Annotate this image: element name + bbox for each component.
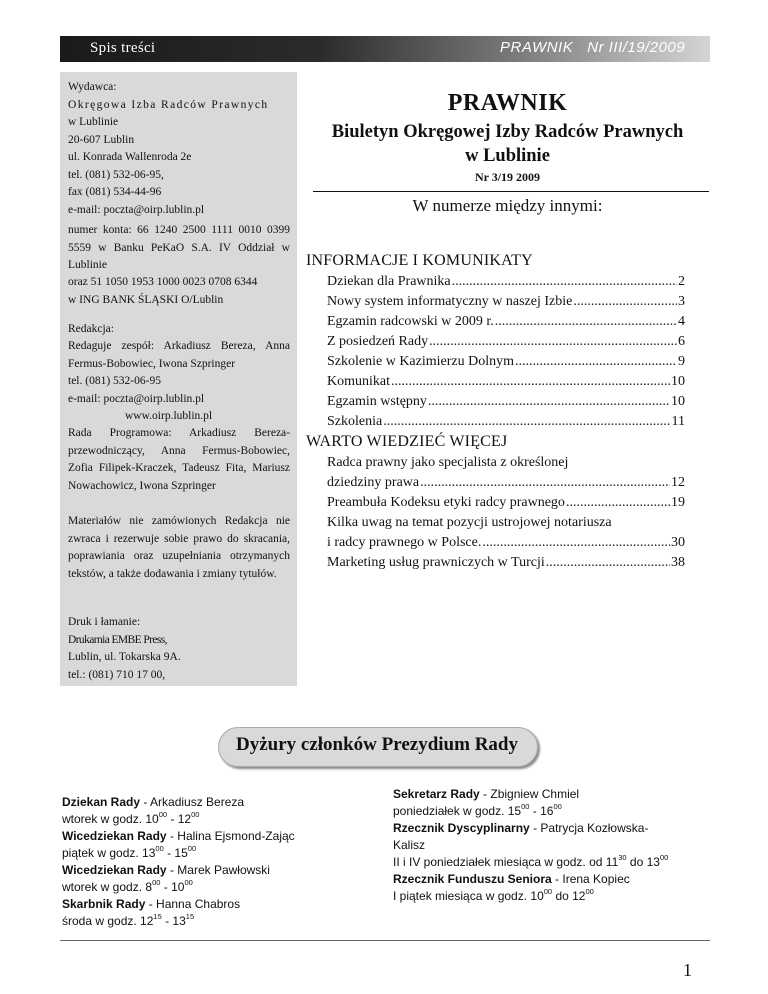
toc-entry-page: 38	[671, 555, 685, 570]
duty-name: - Zbigniew Chmiel	[479, 787, 580, 801]
toc-leader	[495, 312, 677, 332]
duty-person	[393, 871, 668, 888]
subtitle-line-1: Biuletyn Okręgowej Izby Radców Prawnych	[331, 122, 684, 142]
toc-entry-title: Preambuła Kodeksu etyki radcy prawnego	[327, 495, 565, 510]
duty-role: Rzecznik Dyscyplinarny	[393, 821, 530, 835]
phone: tel. (081) 532-06-95,	[68, 168, 164, 181]
toc-entry-title[interactable]: Radca prawny jako specjalista z określonej	[327, 455, 569, 470]
divider	[313, 191, 709, 192]
bank-account: numer konta: 66 1240 2500 1111 0010 0399 5559 w Banku PeKaO S.A. IV Oddział w Lublinie	[68, 224, 290, 271]
email: e-mail: poczta@oirp.lublin.pl	[68, 203, 205, 216]
journal-subtitle	[305, 120, 710, 168]
toc-entry-page: 9	[678, 354, 685, 369]
toc-entry-title: Egzamin wstępny	[327, 394, 427, 409]
toc-entry[interactable]	[327, 392, 685, 412]
toc-entry-title: Dziekan dla Prawnika	[327, 274, 451, 289]
duty-hours: środa w godz. $12^{15} - 13^{15}$	[62, 912, 195, 928]
toc-leader	[573, 292, 677, 312]
toc-entry[interactable]	[327, 553, 685, 573]
toc-leader	[429, 332, 677, 352]
toc-entry-title: Egzamin radcowski w 2009 r.	[327, 314, 494, 329]
publisher-city: w Lublinie	[68, 116, 119, 128]
section-label: Spis treści	[90, 40, 156, 56]
duty-heading: Dyżury członków Prezydium Rady	[236, 734, 518, 755]
duty-role: Rzecznik Funduszu Seniora	[393, 872, 552, 886]
fax: fax (081) 534-44-96	[68, 186, 162, 198]
journal-issue	[500, 39, 685, 56]
journal-name: PRAWNIK	[500, 39, 574, 56]
duty-name-continued: Kalisz	[393, 838, 426, 852]
editorial-label: Redakcja:	[68, 323, 114, 335]
toc-entry[interactable]	[327, 352, 685, 372]
toc-entry-title[interactable]: Kilka uwag na temat pozycji ustrojowej notariusza	[327, 515, 612, 530]
disclaimer-block	[68, 513, 290, 583]
duty-list-right	[393, 786, 668, 905]
duty-role: Sekretarz Rady	[393, 787, 480, 801]
duty-person	[62, 828, 295, 845]
duty-name: - Halina Ejsmond-Zając	[166, 829, 295, 843]
toc-section-heading: INFORMACJE I KOMUNIKATY	[306, 252, 533, 269]
toc-entry-page: 19	[671, 495, 685, 510]
toc-entry[interactable]	[327, 312, 685, 332]
toc-leader	[515, 352, 677, 372]
duty-hours: II i IV poniedziałek miesiąca w godz. od $11^{30}$ do $13^{00}$	[393, 853, 669, 869]
publisher-name: Okręgowa Izba Radców Prawnych	[68, 98, 269, 111]
toc-entry-page: 30	[671, 535, 685, 550]
print-phone: tel.: (081) 710 17 00,	[68, 668, 166, 681]
toc-list	[327, 272, 685, 432]
disclaimer: Materiałów nie zamówionych Redakcja nie zwraca i rezerwuje sobie prawo do skracania, poprawiania oraz uzupełniania otrzymanych tekstów, a także dodawania i zmiany tytułów.	[68, 515, 290, 580]
duty-hours: wtorek w godz. $8^{00} - 10^{00}$	[62, 878, 193, 894]
duty-hours: wtorek w godz. $10^{00} - 12^{00}$	[62, 810, 200, 826]
duty-role: Wicedziekan Rady	[62, 863, 167, 877]
publisher-block	[68, 79, 290, 219]
toc-leader	[428, 392, 670, 412]
editorial-contacts	[68, 373, 290, 426]
editorial-phone: tel. (081) 532-06-95	[68, 375, 161, 387]
page-number: 1	[683, 960, 692, 980]
toc-entry-title: i radcy prawnego w Polsce.	[327, 535, 482, 550]
toc-entry-title: Szkolenia	[327, 414, 383, 429]
bank-account-2-block	[68, 274, 290, 309]
toc-entry[interactable]	[327, 332, 685, 352]
in-this-issue-heading: W numerze między innymi:	[412, 196, 603, 215]
duty-person	[393, 786, 668, 803]
duty-role: Wicedziekan Rady	[62, 829, 167, 843]
duty-person	[62, 862, 295, 879]
editorial-block	[68, 321, 290, 339]
toc-entry-page: 11	[671, 414, 685, 429]
subtitle-line-2: w Lublinie	[465, 146, 550, 166]
street-address: ul. Konrada Wallenroda 2e	[68, 151, 192, 163]
duty-person	[62, 794, 295, 811]
duty-role: Skarbnik Rady	[62, 897, 146, 911]
print-label: Druk i łamanie:	[68, 616, 141, 628]
issue-label: Nr 3/19 2009	[474, 170, 541, 184]
duty-name: - Marek Pawłowski	[166, 863, 270, 877]
toc-entry[interactable]	[327, 372, 685, 392]
duty-hours: I piątek miesiąca w godz. $10^{00}$ do $12^{00}$	[393, 887, 594, 903]
toc-leader	[566, 493, 670, 513]
bank-account-2: oraz 51 1050 1953 1000 0023 0708 6344	[68, 276, 258, 288]
journal-title: PRAWNIK	[447, 90, 568, 116]
toc-leader	[391, 372, 670, 392]
toc-entry[interactable]	[327, 412, 685, 432]
toc-entry-title: Szkolenie w Kazimierzu Dolnym	[327, 354, 515, 369]
toc-entry[interactable]	[327, 272, 685, 292]
print-house: Drukarnia EMBE Press,	[68, 633, 167, 646]
bank-account-block	[68, 222, 290, 275]
editorial-website: www.oirp.lublin.pl	[125, 410, 213, 422]
duty-hours: poniedziałek w godz. $15^{00} - 16^{00}$	[393, 802, 562, 818]
program-council-block	[68, 425, 290, 495]
duty-person	[393, 820, 668, 837]
toc-entry-title: dziedziny prawa	[327, 475, 420, 490]
editorial-email: e-mail: poczta@oirp.lublin.pl	[68, 392, 205, 405]
publisher-label: Wydawca:	[68, 81, 117, 93]
toc-section-heading: WARTO WIEDZIEĆ WIĘCEJ	[306, 433, 508, 450]
editorial-team: Redaguje zespół: Arkadiusz Bereza, Anna Fermus-Bobowiec, Iwona Szpringer	[68, 340, 290, 370]
program-council: Rada Programowa: Arkadiusz Bereza-przewodniczący, Anna Fermus-Bobowiec, Zofia Filipek-Kraczek, Tadeusz Fita, Mariusz Nowachowicz, Iwona Szpringer	[68, 427, 290, 492]
toc-entry-page: 10	[671, 374, 685, 389]
toc-list	[327, 453, 685, 573]
toc-entry[interactable]	[327, 493, 685, 513]
toc-leader	[420, 473, 670, 493]
toc-entry-page: 2	[678, 274, 685, 289]
print-address: Lublin, ul. Tokarska 9A.	[68, 651, 181, 663]
duty-person	[62, 896, 295, 913]
bank-name-2: w ING BANK ŚLĄSKI O/Lublin	[68, 293, 224, 306]
toc-entry-title: Z posiedzeń Rady	[327, 334, 429, 349]
print-block	[68, 614, 290, 684]
toc-entry[interactable]	[327, 473, 685, 493]
toc-entry-page: 6	[678, 334, 685, 349]
toc-leader	[546, 553, 670, 573]
toc-leader	[452, 272, 677, 292]
toc-entry[interactable]	[327, 292, 685, 312]
editorial-team-block	[68, 338, 290, 373]
toc-entry-page: 4	[678, 314, 685, 329]
toc-entry-title: Komunikat	[327, 374, 390, 389]
issue-number: Nr III/19/2009	[587, 39, 686, 56]
duty-name: - Patrycja Kozłowska-	[529, 821, 649, 835]
duty-role: Dziekan Rady	[62, 795, 141, 809]
duty-name: - Hanna Chabros	[145, 897, 241, 911]
duty-hours: piątek w godz. $13^{00} - 15^{00}$	[62, 844, 197, 860]
toc-entry-title: Marketing usług prawniczych w Turcji	[327, 555, 545, 570]
toc-entry[interactable]	[327, 533, 685, 553]
toc-entry-page: 3	[678, 294, 685, 309]
footer-divider	[60, 940, 710, 941]
duty-name: - Arkadiusz Bereza	[140, 795, 245, 809]
toc-leader	[482, 533, 670, 553]
duty-name: - Irena Kopiec	[551, 872, 630, 886]
toc-leader	[383, 412, 670, 432]
toc-entry-page: 12	[671, 475, 685, 490]
toc-entry-page: 10	[671, 394, 685, 409]
toc-entry-title: Nowy system informatyczny w naszej Izbie	[327, 294, 573, 309]
postal-code: 20-607 Lublin	[68, 133, 135, 146]
duty-list-left	[62, 794, 295, 930]
